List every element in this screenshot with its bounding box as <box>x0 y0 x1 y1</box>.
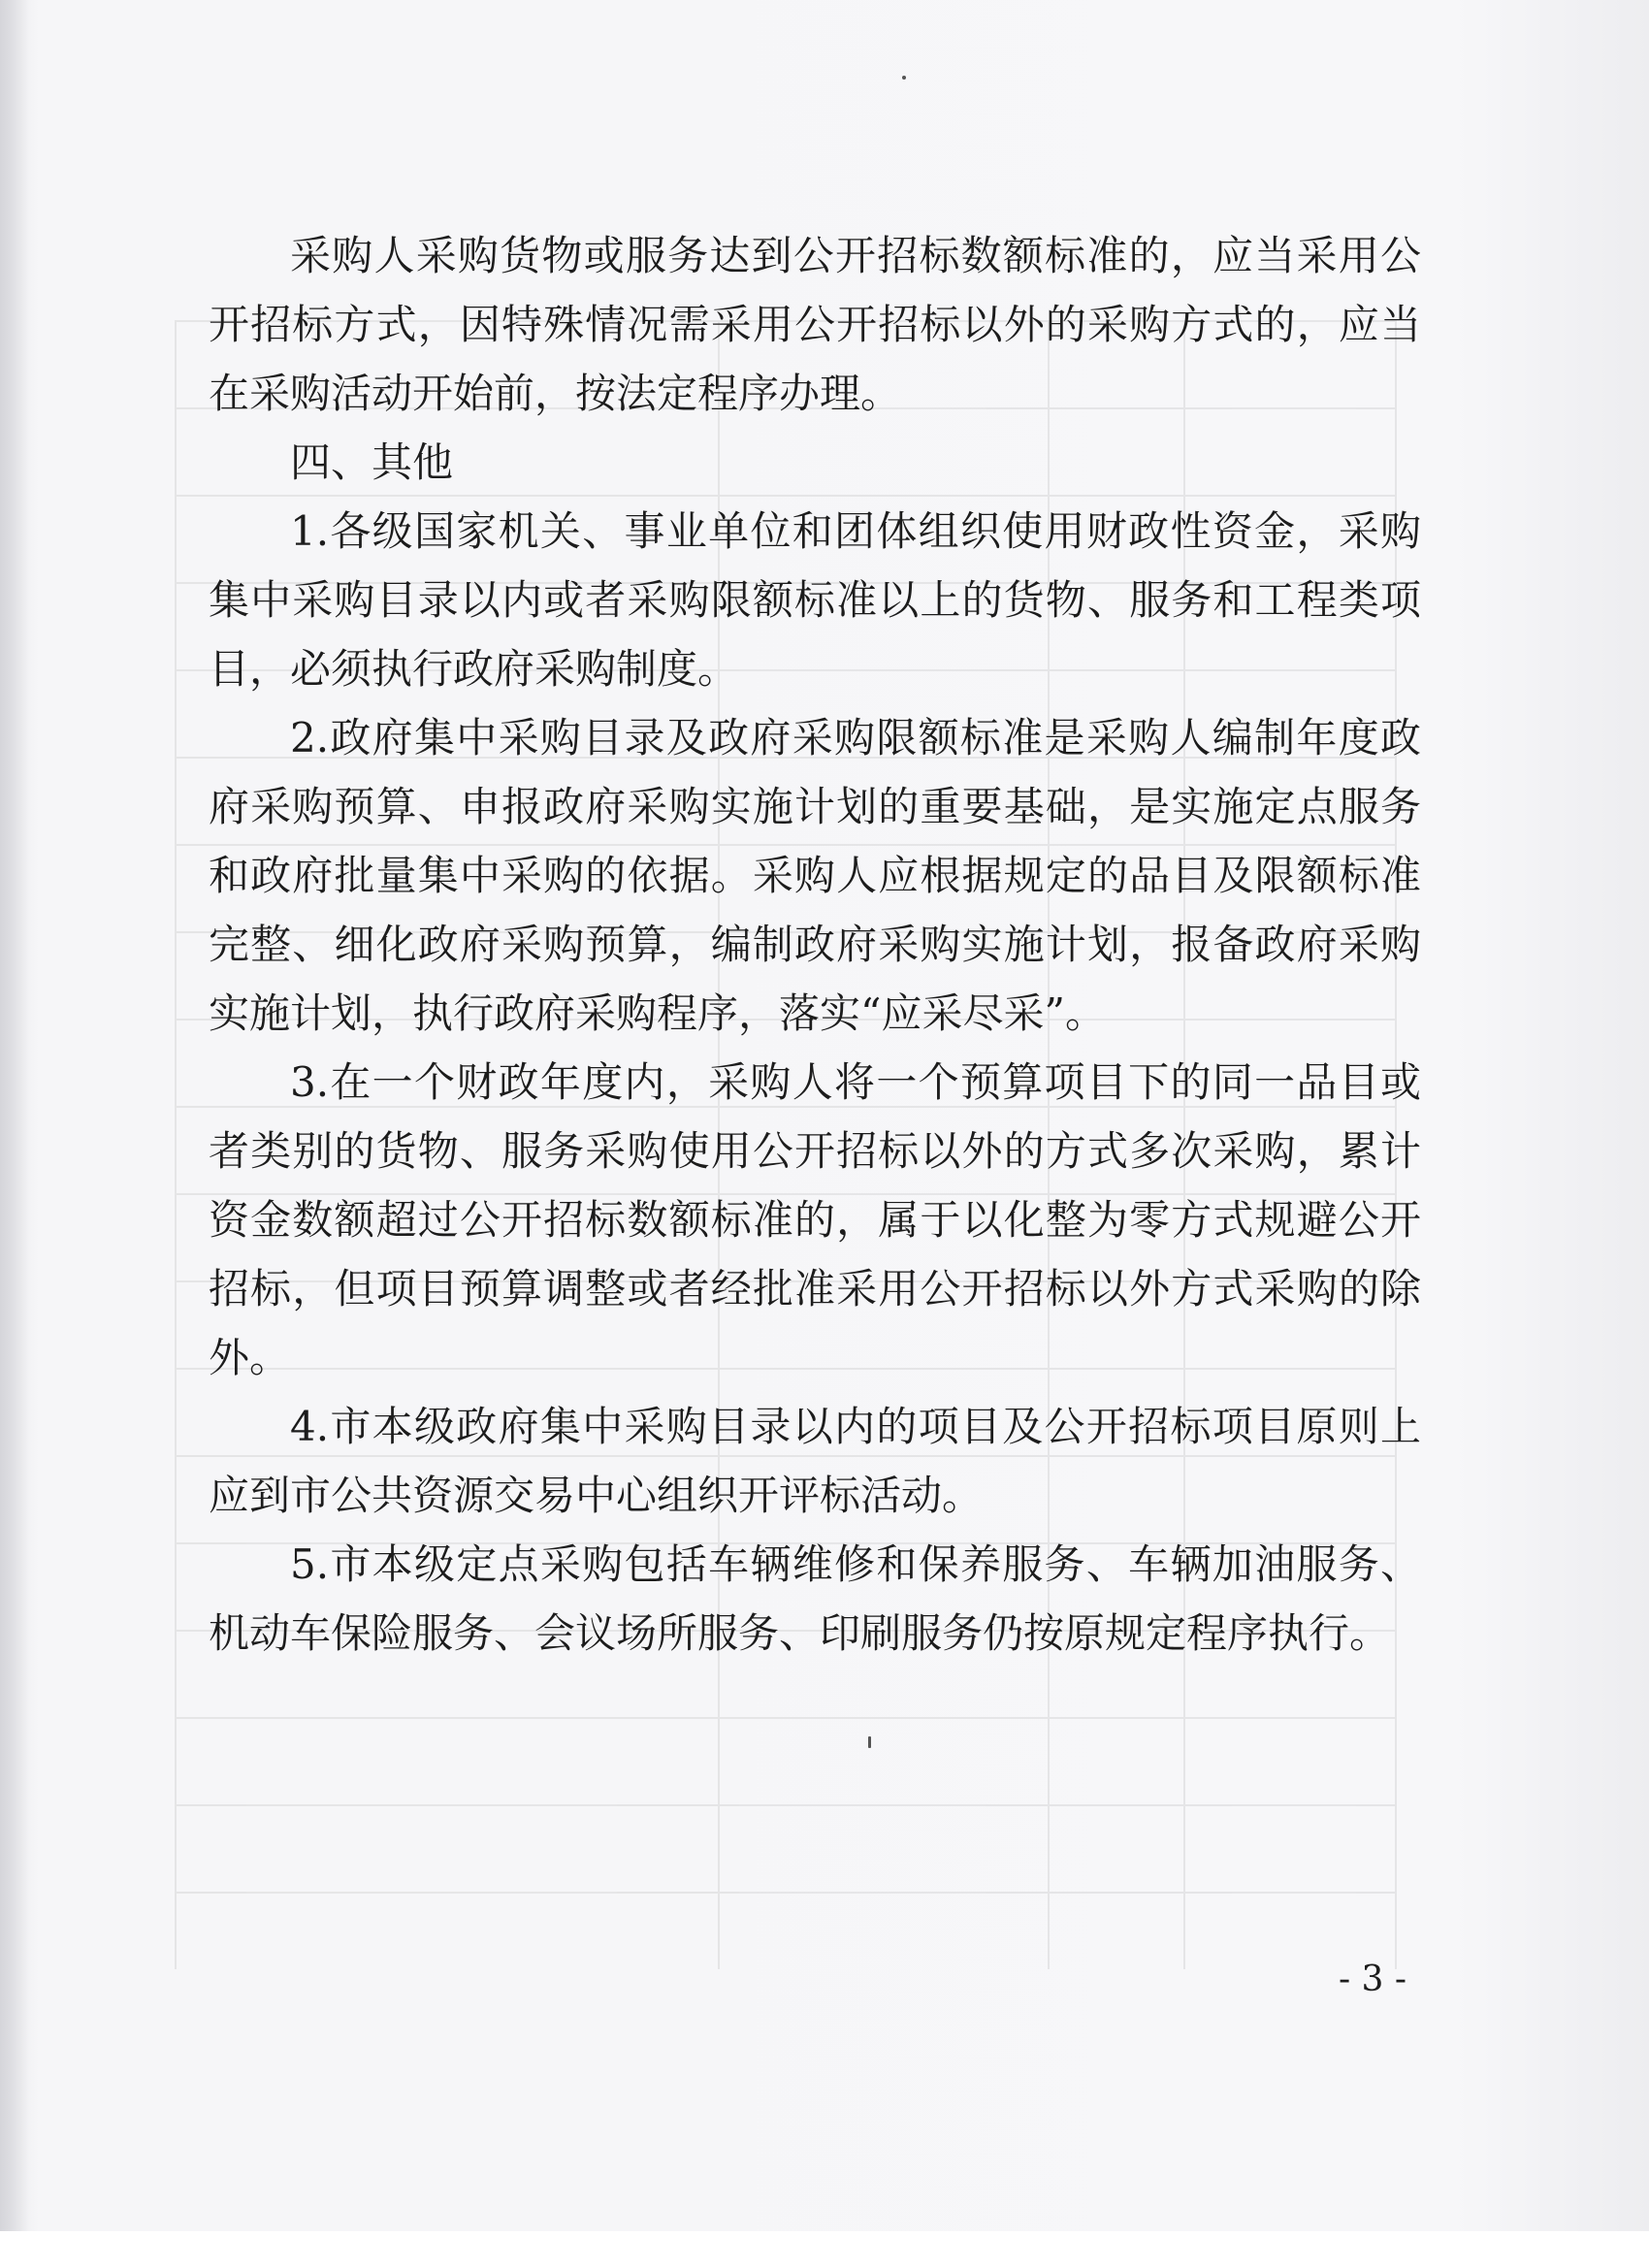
scan-speck <box>868 1736 871 1748</box>
scan-bottom-margin <box>0 2231 1649 2268</box>
scan-edge-shadow <box>0 0 29 2268</box>
document-body <box>209 221 1421 1668</box>
scan-speck <box>902 76 906 80</box>
paragraph-item-2: 2.政府集中采购目录及政府采购限额标准是采购人编制年度政府采购预算、申报政府采购实施计划的重要基础，是实施定点服务和政府批量集中采购的依据。采购人应根据规定的品目及限额标准完整、细化政府采购预算，编制政府采购实施计划，报备政府采购实施计划，执行政府采购程序，落实“应采尽采”。 <box>209 714 1421 1037</box>
paragraph-item-1: 1.各级国家机关、事业单位和团体组织使用财政性资金，采购集中采购目录以内或者采购限额标准以上的货物、服务和工程类项目，必须执行政府采购制度。 <box>209 507 1421 693</box>
section-heading-other: 四、其他 <box>290 438 454 486</box>
paragraph-procurement-threshold: 采购人采购货物或服务达到公开招标数额标准的，应当采用公开招标方式，因特殊情况需采用公开招标以外的采购方式的，应当在采购活动开始前，按法定程序办理。 <box>209 232 1421 417</box>
page-number: - 3 - <box>1338 1960 1407 1999</box>
paragraph-item-5: 5.市本级定点采购包括车辆维修和保养服务、车辆加油服务、机动车保险服务、会议场所服务、印刷服务仍按原规定程序执行。 <box>209 1540 1421 1657</box>
paragraph-item-4: 4.市本级政府集中采购目录以内的项目及公开招标项目原则上应到市公共资源交易中心组织开评标活动。 <box>209 1403 1421 1519</box>
paragraph-item-3: 3.在一个财政年度内，采购人将一个预算项目下的同一品目或者类别的货物、服务采购使用公开招标以外的方式多次采购，累计资金数额超过公开招标数额标准的，属于以化整为零方式规避公开招标，但项目预算调整或者经批准采用公开招标以外方式采购的除外。 <box>209 1058 1421 1381</box>
